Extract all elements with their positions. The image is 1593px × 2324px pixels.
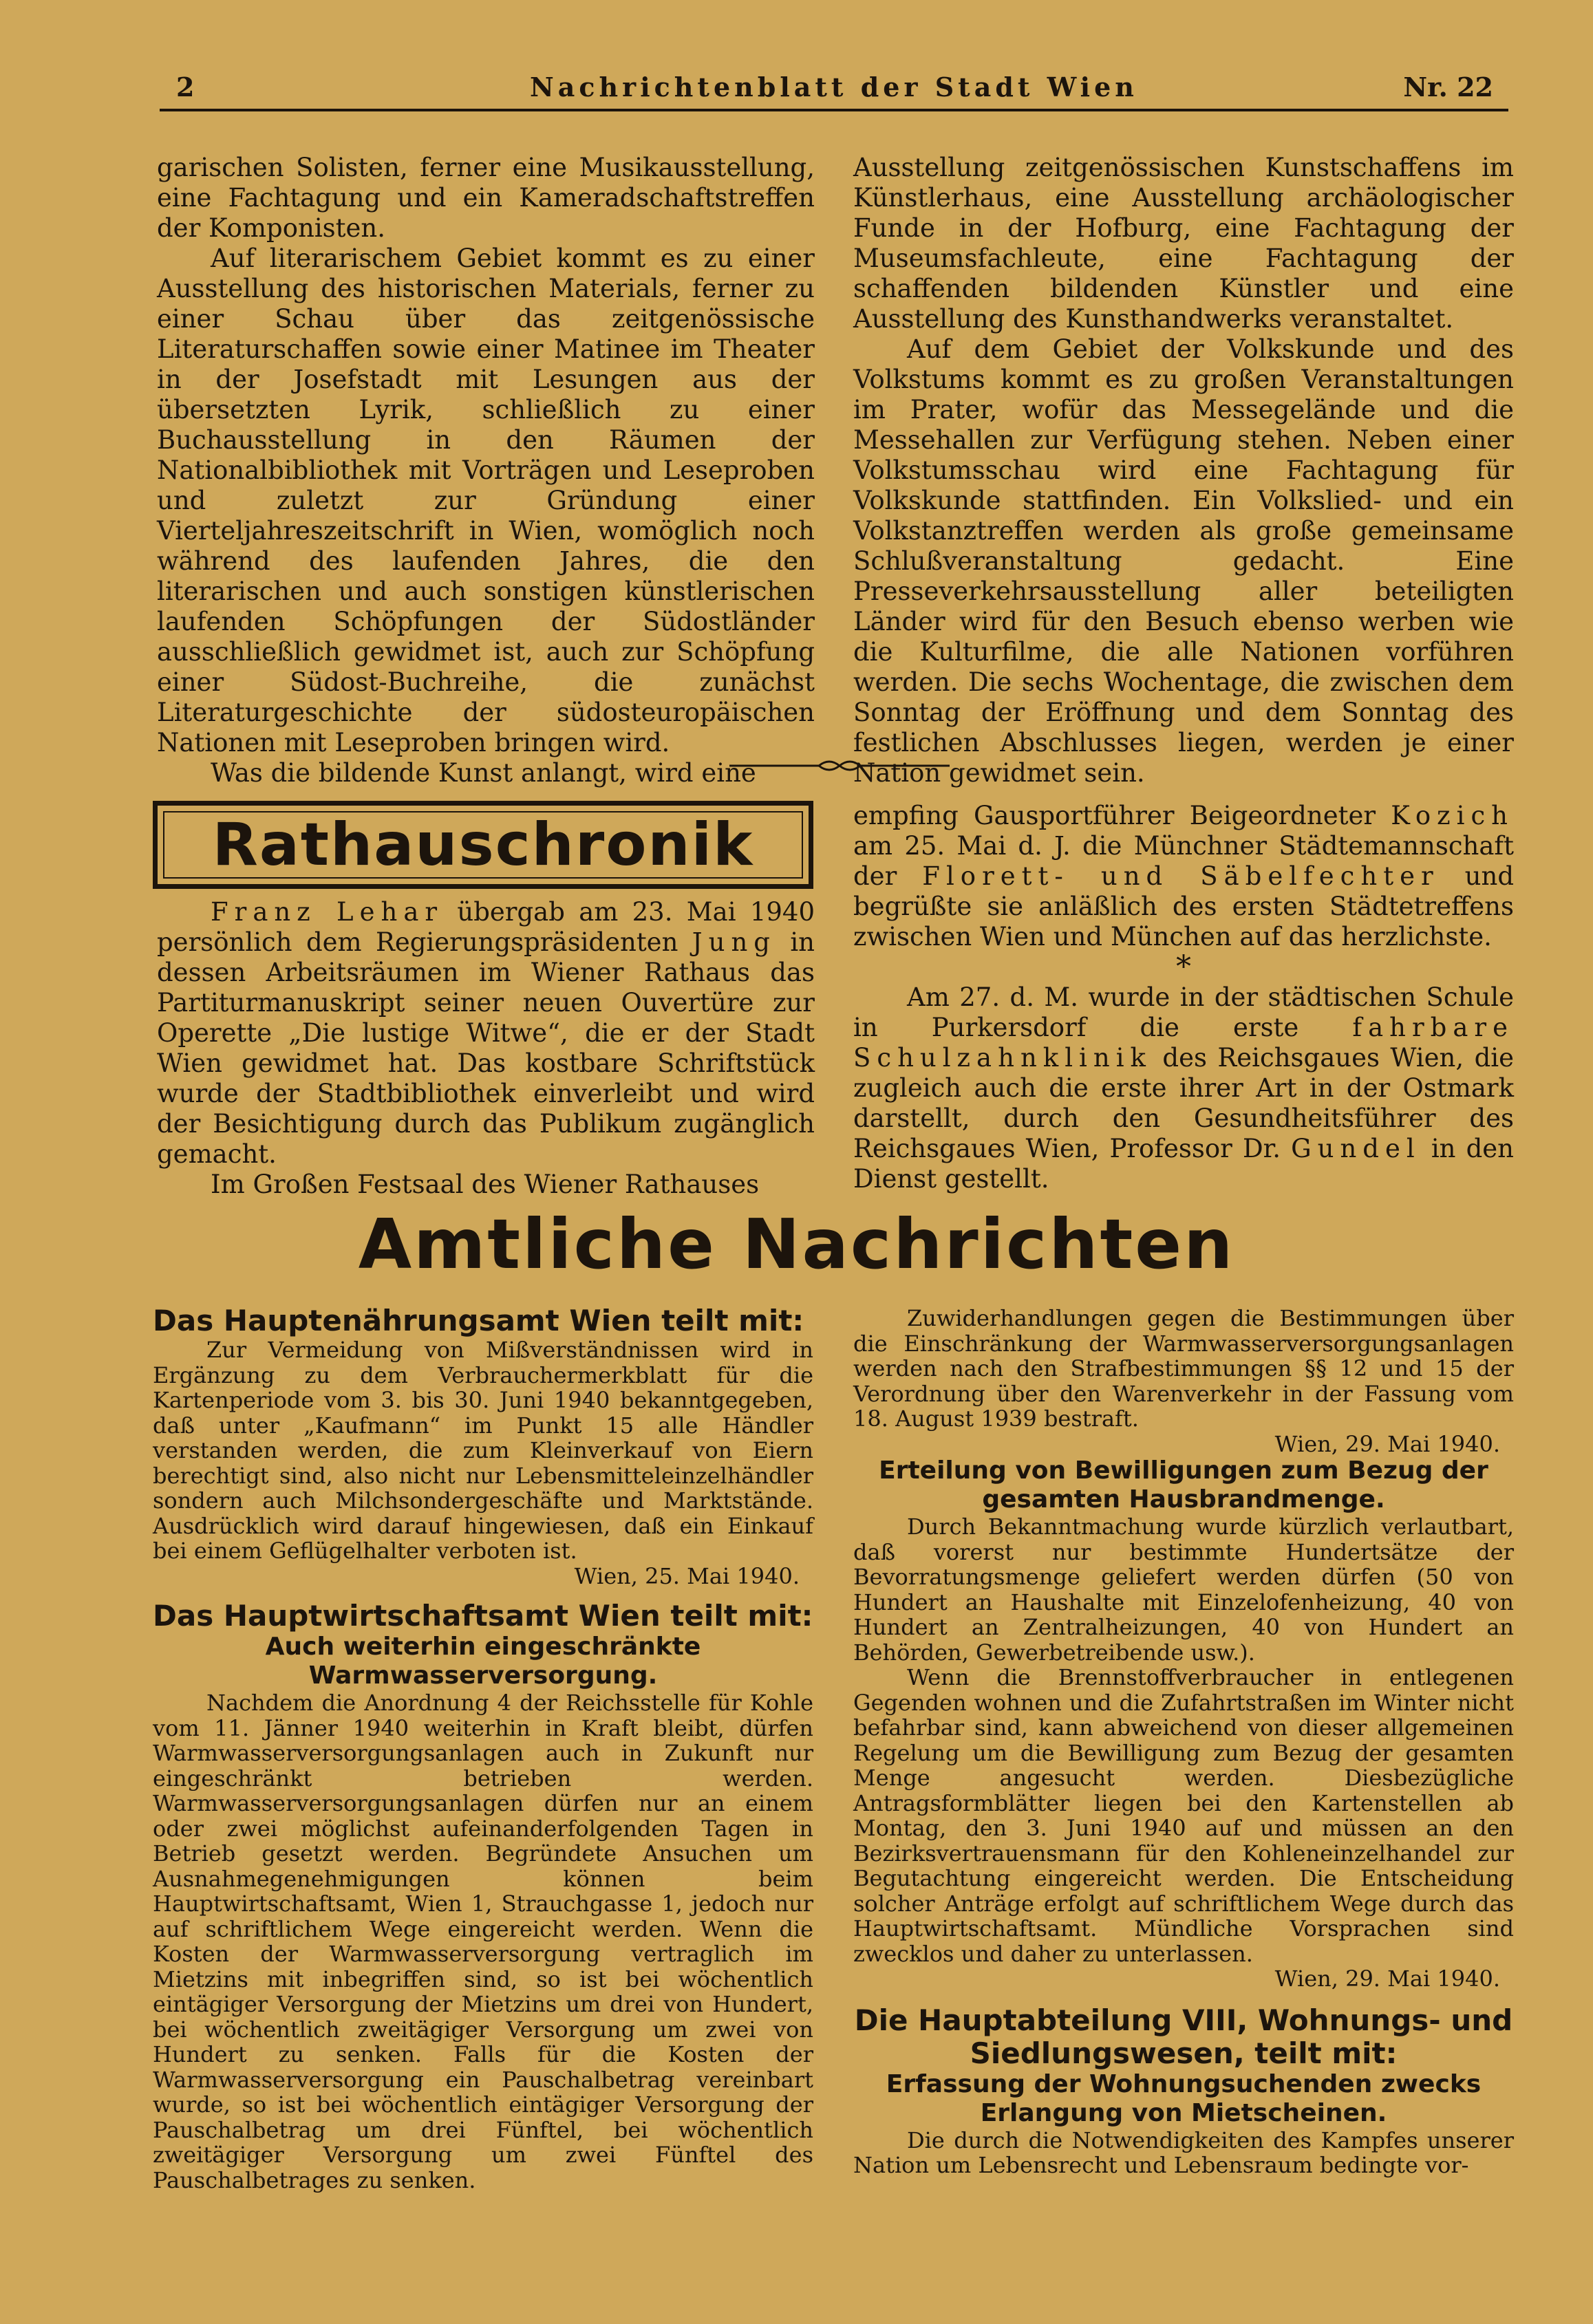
paragraph: Was die bildende Kunst anlangt, wird eine (211, 758, 756, 788)
paragraph: Auf literarischem Gebiet kommt es zu einer Ausstellung des historischen Materials, ferner zu einer Schau über das zeitgenössische Literaturschaffen sowie einer Matinee im Theater in der Josefstadt mit Lesungen aus der übersetzten Lyrik, schließlich zu einer Buchausstellung in den Räumen der Nationalbibliothek mit Vorträgen und Leseproben und zuletzt zur Gründung einer Vierteljahreszeitschrift in Wien, womöglich noch während des laufenden Jahres, die den literarischen und auch sonstigen künstlerischen laufenden Schöpfungen der Südostländer ausschließlich gewidmet ist, auch zur Schöpfung einer Südost-Buchreihe, die zunächst Literaturgeschichte der südosteuropäischen Nationen mit Leseproben bringen wird. (157, 244, 815, 757)
paragraph: Durch Bekanntmachung wurde kürzlich verlautbart, daß vorerst nur bestimmte Hundertsätze der Bevorratungsmenge geliefert werden dürfen (50 von Hundert an Haushalte mit Einzelofenheizung, 40 von Hundert an Zentralheizungen, 40 von Hundert an Behörden, Gewerbetreibende usw.). (853, 1514, 1514, 1666)
section-subtitle: Erfassung der Wohnungsuchenden zwecks Erlangung von Mietscheinen. (886, 2069, 1482, 2127)
paragraph: Wenn die Brennstoffverbraucher in entlegenen Gegenden wohnen und die Zufahrtstraßen im Winter nicht befahrbar sind, kann abweichend von dieser allgemeinen Regelung um die Bewilligung zum Bezug der gesamten Menge angesucht werden. Diesbezügliche Antragsformblätter liegen bei den Kartenstellen ab Montag, den 3. Juni 1940 auf und müssen an den Bezirksvertrauensmann für den Kohleneinzelhandel zur Begutachtung eingereicht werden. Die Entscheidung solcher Anträge erfolgt auf schriftlichem Wege durch das Hauptwirtschaftsamt. Mündliche Vorsprachen sind zwecklos und daher zu unterlassen. (853, 1664, 1514, 1967)
amtliche-right-column (853, 1306, 1514, 2178)
paragraph: Zur Vermeidung von Mißverständnissen wird in Ergänzung zu dem Verbrauchermerkblatt für die Kartenperiode vom 3. bis 30. Juni 1940 bekanntgegeben, daß unter „Kaufmann“ im Punkt 15 alle Händler verstanden werden, die zum Kleinverkauf von Eiern berechtigt sind, also nicht nur Lebensmitteleinzelhändler sondern auch Milchsondergeschäfte und Marktstände. Ausdrücklich wird darauf hingewiesen, daß ein Einkauf bei einem Geflügelhalter verboten ist. (153, 1337, 813, 1564)
person-name: Jung (692, 927, 776, 957)
issue-number: Nr. 22 (1403, 72, 1493, 103)
section-title: Das Hauptwirtschaftsamt Wien teilt mit: (153, 1599, 813, 1633)
text-run: in dessen Arbeitsräumen im Wiener Rathaus das Partiturmanuskript seiner neuen Ouvertüre zur Operette „Die lustige Witwe“, die er der Stadt Wien gewidmet hat. Das kostbare Schriftstück wurde der Stadtbibliothek einverleibt und wird der Besichtigung durch das Publikum zugänglich gemacht. (157, 927, 815, 1169)
top-left-column (157, 153, 815, 788)
date-signature: Wien, 29. Mai 1940. (1274, 1430, 1500, 1457)
header-rule (160, 109, 1508, 111)
paragraph: Im Großen Festsaal des Wiener Rathauses (211, 1170, 760, 1199)
top-right-column (853, 153, 1514, 788)
text-run: des Reichsgaues Wien, die zugleich auch die erste ihrer Art in der Ostmark darstellt, durch den Gesundheitsführer des Reichsgaues Wien, Professor Dr. (853, 1043, 1514, 1163)
emphasis-text: fahrbare Schulzahnklinik (853, 1013, 1514, 1073)
page-number: 2 (176, 72, 195, 103)
text-run: und begrüßte sie anläßlich des ersten Städtetreffens zwischen Wien und München auf das herzlichste. (853, 861, 1515, 951)
paragraph (853, 801, 1514, 952)
text-run: Am 27. d. M. wurde in der städtischen Schule in Purkersdorf die erste (853, 982, 1514, 1042)
paragraph (157, 897, 815, 1170)
paragraph: garischen Solisten, ferner eine Musikausstellung, eine Fachtagung und ein Kameradschaftstreffen der Komponisten. (157, 153, 815, 243)
person-name: Franz Lehar (211, 897, 444, 927)
amtliche-nachrichten-heading: Amtliche Nachrichten (358, 1204, 1235, 1284)
date-signature: Wien, 25. Mai 1940. (574, 1562, 800, 1589)
person-name: Kozich (1391, 801, 1514, 830)
section-subtitle: Erteilung von Bewilligungen zum Bezug der gesamten Hausbrandmenge. (879, 1456, 1488, 1514)
rathauschronik-heading-box (153, 801, 813, 889)
section-title: Das Hauptenährungsamt Wien teilt mit: (153, 1304, 804, 1337)
text-run: am 25. Mai d. J. die Münchner Städtemannschaft der (853, 831, 1514, 891)
amtliche-left-column (153, 1304, 813, 2193)
page-header (160, 69, 1508, 110)
text-run: in den Dienst gestellt. (853, 1134, 1514, 1194)
text-run: übergab am 23. Mai 1940 persönlich dem Regierungspräsidenten (157, 897, 815, 957)
paragraph: Die durch die Notwendigkeiten des Kampfes unserer Nation um Lebensrecht und Lebensraum bedingte vor- (853, 2127, 1514, 2178)
section-title: Die Hauptabteilung VIII, Wohnungs- und Siedlungswesen, teilt mit: (854, 2003, 1513, 2070)
rathauschronik-heading: Rathauschronik (163, 811, 803, 879)
emphasis-text: Florett- und Säbelfechter (922, 861, 1440, 891)
text-run: empfing Gausportführer Beigeordneter (853, 801, 1391, 830)
rathauschronik-right-column (853, 801, 1514, 1194)
newspaper-title: Nachrichtenblatt der Stadt Wien (530, 72, 1138, 103)
person-name: Gundel (1291, 1134, 1421, 1163)
divider-ornament (729, 755, 950, 776)
paragraph: Auf dem Gebiet der Volkskunde und des Volkstums kommt es zu großen Veranstaltungen im Prater, wofür das Messegelände und die Messehallen zur Verfügung stehen. Neben einer Volkstumsschau wird eine Fachtagung für Volkskunde stattfinden. Ein Volkslied- und ein Volkstanztreffen werden als große gemeinsame Schlußveranstaltung gedacht. Eine Presseverkehrsausstellung aller beteiligten Länder wird für den Besuch ebenso werben wie die Kulturfilme, die alle Nationen vorführen werden. Die sechs Wochentage, die zwischen dem Sonntag der Eröffnung und dem Sonntag des festlichen Abschlusses liegen, werden je einer Nation gewidmet sein. (853, 334, 1514, 788)
section-separator-star: * (1176, 949, 1191, 985)
date-signature: Wien, 29. Mai 1940. (1274, 1966, 1500, 1992)
paragraph: Ausstellung zeitgenössischen Kunstschaffens im Künstlerhaus, eine Ausstellung archäologischer Funde in der Hofburg, eine Fachtagung der Museumsfachleute, eine Fachtagung der schaffenden bildenden Künstler und eine Ausstellung des Kunsthandwerks veranstaltet. (853, 153, 1514, 334)
rathauschronik-left-column (157, 897, 815, 1200)
section-subtitle: Auch weiterhin eingeschränkte Warmwasserversorgung. (265, 1633, 701, 1690)
paragraph (853, 982, 1514, 1194)
paragraph: Nachdem die Anordnung 4 der Reichsstelle für Kohle vom 11. Jänner 1940 weiterhin in Kraft bleibt, dürfen Warmwasserversorgungsanlagen auch in Zukunft nur eingeschränkt betrieben werden. Warmwasserversorgungsanlagen dürfen nur an einem oder zwei möglichst aufeinanderfolgenden Tagen in Betrieb gesetzt werden. Begründete Ansuchen um Ausnahmegenehmigungen können beim Hauptwirtschaftsamt, Wien 1, Strauchgasse 1, jedoch nur auf schriftlichem Wege eingereicht werden. Wenn die Kosten der Warmwasserversorgung vertraglich im Mietzins mit inbegriffen sind, so ist bei wöchentlich eintägiger Versorgung der Mietzins um drei von Hundert, bei wöchentlich zweitägiger Versorgung um zwei von Hundert zu senken. Falls für die Kosten der Warmwasserversorgung ein Pauschalbetrag vereinbart wurde, so ist bei wöchentlich eintägiger Versorgung der Pauschalbetrag um drei Fünftel, bei wöchentlich zweitägiger Versorgung um zwei Fünftel des Pauschalbetrages zu senken. (153, 1690, 813, 2193)
paragraph: Zuwiderhandlungen gegen die Bestimmungen über die Einschränkung der Warmwasserversorgungsanlagen werden nach den Strafbestimmungen §§ 12 und 15 der Verordnung über den Warenverkehr in der Fassung vom 18. August 1939 bestraft. (853, 1305, 1514, 1432)
